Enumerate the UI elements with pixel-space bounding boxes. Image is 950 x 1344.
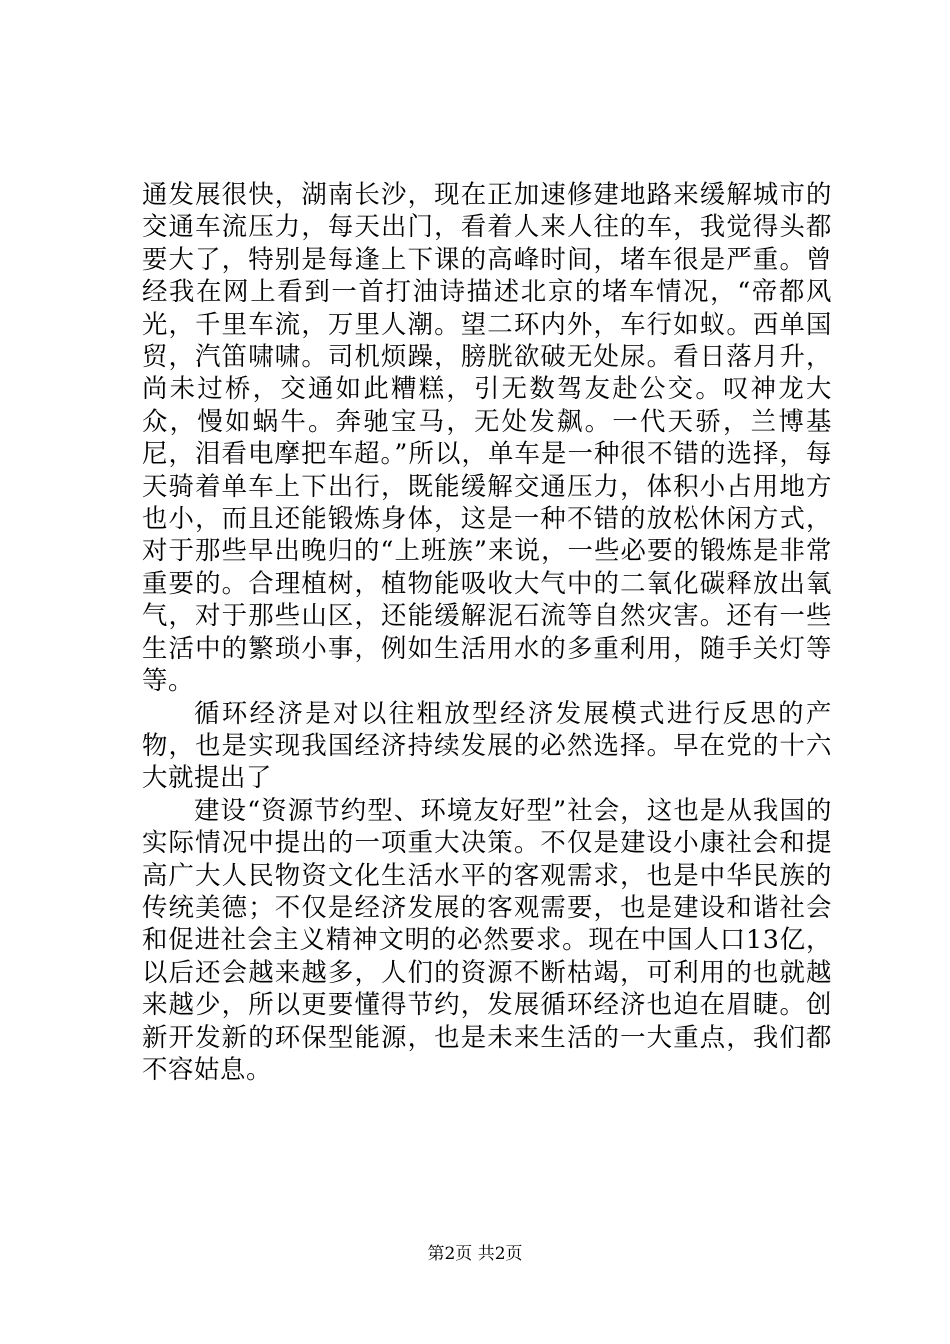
document-body (142, 178, 832, 1085)
paragraph-circular-economy: 循环经济是对以往粗放型经济发展模式进行反思的产物，也是实现我国经济持续发展的必然选择。早在党的十六大就提出了 (142, 697, 832, 793)
page-footer (0, 1243, 950, 1265)
paragraph-continued: 通发展很快，湖南长沙，现在正加速修建地路来缓解城市的交通车流压力，每天出门，看着人来人往的车，我觉得头都要大了，特别是每逢上下课的高峰时间，堵车很是严重。曾经我在网上看到一首打油诗描述北京的堵车情况，“帝都风光，千里车流，万里人潮。望二环内外，车行如蚁。西单国贸，汽笛啸啸。司机烦躁，膀胱欲破无处尿。看日落月升，尚未过桥，交通如此糟糕，引无数驾友赴公交。叹神龙大众，慢如蜗牛。奔驰宝马，无处发飙。一代天骄，兰博基尼，泪看电摩把车超。”所以，单车是一种很不错的选择，每天骑着单车上下出行，既能缓解交通压力，体积小占用地方也小，而且还能锻炼身体，这是一种不错的放松休闲方式，对于那些早出晚归的“上班族”来说，一些必要的锻炼是非常重要的。合理植树，植物能吸收大气中的二氧化碳释放出氧气，对于那些山区，还能缓解泥石流等自然灾害。还有一些生活中的繁琐小事，例如生活用水的多重利用，随手关灯等等。 (142, 179, 832, 696)
paragraph-resource-saving-society: 建设“资源节约型、环境友好型”社会，这也是从我国的实际情况中提出的一项重大决策。不仅是建设小康社会和提高广大人民物资文化生活水平的客观需求，也是中华民族的传统美德；不仅是经济发展的客观需要，也是建设和谐社会和促进社会主义精神文明的必然要求。现在中国人口13亿，以后还会越来越多，人们的资源不断枯竭，可利用的也就越来越少，所以更要懂得节约，发展循环经济也迫在眉睫。创新开发新的环保型能源，也是未来生活的一大重点，我们都不容姑息。 (142, 794, 832, 1084)
page-number: 第2页 共2页 (427, 1244, 523, 1264)
